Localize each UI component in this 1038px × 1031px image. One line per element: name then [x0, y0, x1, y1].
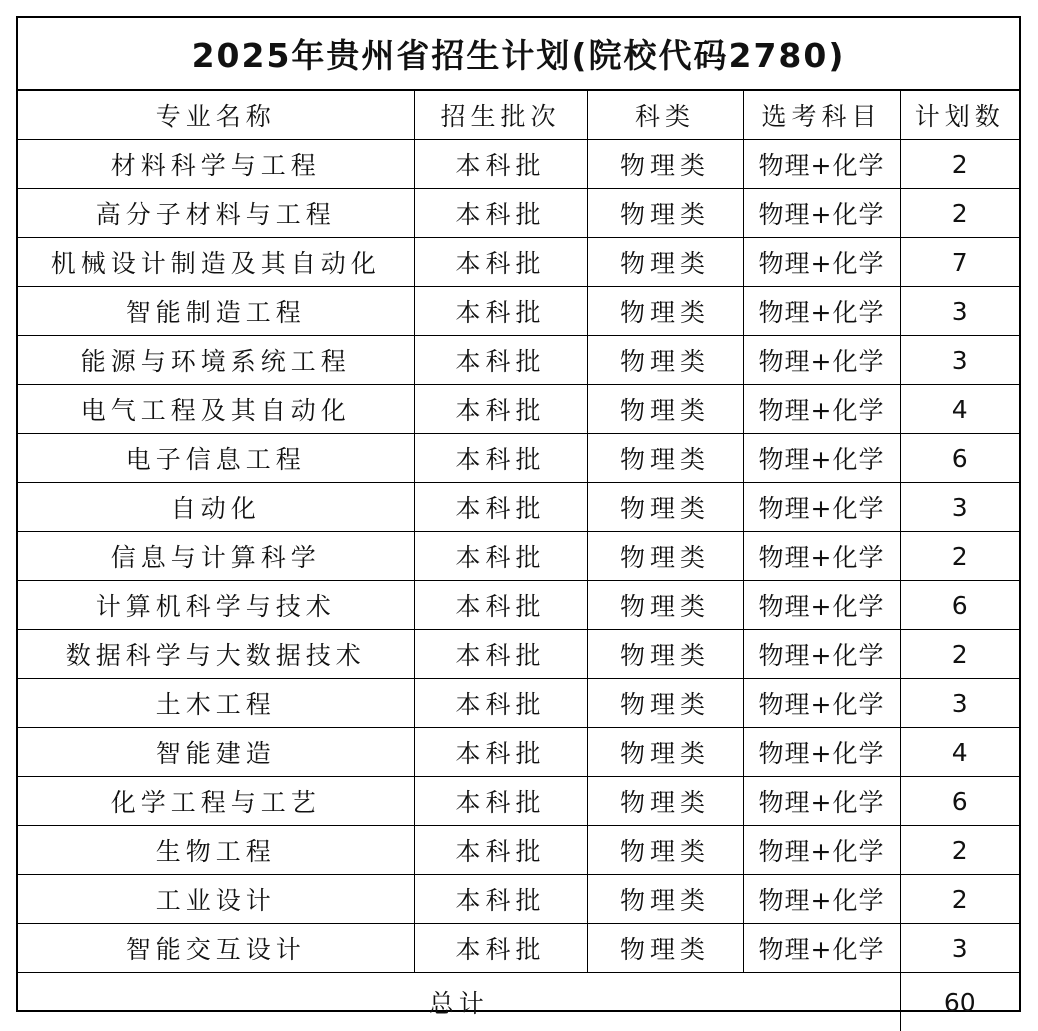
cell-category: 物理类: [587, 532, 743, 581]
cell-batch: 本科批: [414, 924, 587, 973]
cell-batch: 本科批: [414, 826, 587, 875]
cell-category: 物理类: [587, 875, 743, 924]
cell-subjects: 物理+化学: [743, 581, 900, 630]
cell-major: 数据科学与大数据技术: [18, 630, 414, 679]
cell-category: 物理类: [587, 728, 743, 777]
cell-subjects: 物理+化学: [743, 826, 900, 875]
header-category: 科类: [587, 91, 743, 140]
cell-batch: 本科批: [414, 189, 587, 238]
cell-subjects: 物理+化学: [743, 875, 900, 924]
total-row: [18, 973, 1019, 1031]
cell-subjects: 物理+化学: [743, 385, 900, 434]
cell-category: 物理类: [587, 630, 743, 679]
cell-major: 生物工程: [18, 826, 414, 875]
table-row: [18, 189, 1019, 238]
table-header-row: [18, 91, 1019, 140]
cell-category: 物理类: [587, 336, 743, 385]
cell-batch: 本科批: [414, 532, 587, 581]
cell-batch: 本科批: [414, 287, 587, 336]
cell-major: 工业设计: [18, 875, 414, 924]
cell-batch: 本科批: [414, 581, 587, 630]
table-row: [18, 532, 1019, 581]
cell-count: 2: [900, 140, 1019, 189]
table-row: [18, 728, 1019, 777]
cell-batch: 本科批: [414, 385, 587, 434]
cell-major: 自动化: [18, 483, 414, 532]
enrollment-plan-sheet: [16, 16, 1021, 1012]
cell-batch: 本科批: [414, 140, 587, 189]
cell-count: 2: [900, 189, 1019, 238]
cell-count: 2: [900, 532, 1019, 581]
cell-major: 智能建造: [18, 728, 414, 777]
cell-count: 3: [900, 336, 1019, 385]
cell-category: 物理类: [587, 679, 743, 728]
table-body: [18, 140, 1019, 973]
cell-subjects: 物理+化学: [743, 532, 900, 581]
cell-subjects: 物理+化学: [743, 728, 900, 777]
cell-major: 信息与计算科学: [18, 532, 414, 581]
table-row: [18, 434, 1019, 483]
header-subjects: 选考科目: [743, 91, 900, 140]
cell-subjects: 物理+化学: [743, 336, 900, 385]
table-row: [18, 924, 1019, 973]
cell-count: 2: [900, 826, 1019, 875]
cell-category: 物理类: [587, 483, 743, 532]
table-row: [18, 287, 1019, 336]
cell-subjects: 物理+化学: [743, 189, 900, 238]
cell-major: 能源与环境系统工程: [18, 336, 414, 385]
cell-subjects: 物理+化学: [743, 679, 900, 728]
cell-count: 7: [900, 238, 1019, 287]
cell-major: 高分子材料与工程: [18, 189, 414, 238]
cell-major: 计算机科学与技术: [18, 581, 414, 630]
cell-category: 物理类: [587, 434, 743, 483]
cell-batch: 本科批: [414, 875, 587, 924]
cell-subjects: 物理+化学: [743, 924, 900, 973]
cell-count: 4: [900, 385, 1019, 434]
table-row: [18, 777, 1019, 826]
cell-major: 智能交互设计: [18, 924, 414, 973]
cell-count: 3: [900, 679, 1019, 728]
cell-subjects: 物理+化学: [743, 483, 900, 532]
cell-count: 3: [900, 483, 1019, 532]
cell-count: 6: [900, 581, 1019, 630]
cell-batch: 本科批: [414, 630, 587, 679]
enrollment-plan-table: [18, 91, 1019, 1031]
cell-major: 机械设计制造及其自动化: [18, 238, 414, 287]
cell-subjects: 物理+化学: [743, 777, 900, 826]
table-row: [18, 826, 1019, 875]
cell-subjects: 物理+化学: [743, 140, 900, 189]
cell-subjects: 物理+化学: [743, 434, 900, 483]
cell-batch: 本科批: [414, 679, 587, 728]
table-row: [18, 581, 1019, 630]
cell-batch: 本科批: [414, 336, 587, 385]
cell-count: 3: [900, 924, 1019, 973]
table-row: [18, 385, 1019, 434]
header-batch: 招生批次: [414, 91, 587, 140]
table-row: [18, 875, 1019, 924]
cell-batch: 本科批: [414, 434, 587, 483]
cell-batch: 本科批: [414, 238, 587, 287]
table-row: [18, 679, 1019, 728]
cell-count: 3: [900, 287, 1019, 336]
cell-subjects: 物理+化学: [743, 630, 900, 679]
cell-batch: 本科批: [414, 483, 587, 532]
cell-count: 6: [900, 777, 1019, 826]
cell-major: 材料科学与工程: [18, 140, 414, 189]
cell-subjects: 物理+化学: [743, 287, 900, 336]
cell-category: 物理类: [587, 777, 743, 826]
cell-category: 物理类: [587, 189, 743, 238]
cell-count: 6: [900, 434, 1019, 483]
table-row: [18, 483, 1019, 532]
header-major: 专业名称: [18, 91, 414, 140]
cell-category: 物理类: [587, 826, 743, 875]
total-label: 总计: [18, 973, 900, 1031]
cell-major: 电子信息工程: [18, 434, 414, 483]
table-row: [18, 336, 1019, 385]
cell-major: 化学工程与工艺: [18, 777, 414, 826]
page-title: 2025年贵州省招生计划(院校代码2780): [18, 18, 1019, 91]
table-row: [18, 140, 1019, 189]
cell-category: 物理类: [587, 924, 743, 973]
total-value: 60: [900, 973, 1019, 1031]
cell-category: 物理类: [587, 581, 743, 630]
cell-category: 物理类: [587, 238, 743, 287]
cell-count: 2: [900, 630, 1019, 679]
cell-subjects: 物理+化学: [743, 238, 900, 287]
cell-category: 物理类: [587, 287, 743, 336]
table-row: [18, 630, 1019, 679]
cell-batch: 本科批: [414, 728, 587, 777]
header-count: 计划数: [900, 91, 1019, 140]
cell-major: 电气工程及其自动化: [18, 385, 414, 434]
cell-count: 4: [900, 728, 1019, 777]
cell-batch: 本科批: [414, 777, 587, 826]
cell-major: 智能制造工程: [18, 287, 414, 336]
cell-major: 土木工程: [18, 679, 414, 728]
cell-category: 物理类: [587, 140, 743, 189]
table-row: [18, 238, 1019, 287]
cell-category: 物理类: [587, 385, 743, 434]
cell-count: 2: [900, 875, 1019, 924]
